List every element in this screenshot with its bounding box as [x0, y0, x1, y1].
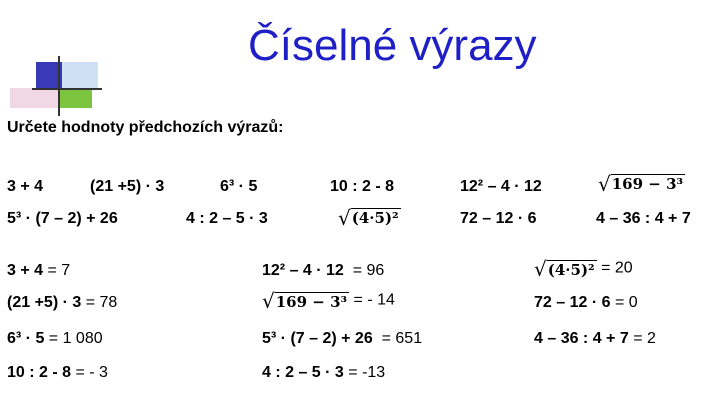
- task-sqrt-expression: √(4·5)²: [338, 205, 399, 230]
- answer-row: √(4·5)² = 20: [534, 257, 633, 281]
- task-expression: 4 – 36 : 4 + 7: [596, 210, 691, 227]
- decor-lightblue-square: [62, 62, 98, 88]
- task-expression: 12² – 4 · 12: [460, 178, 542, 195]
- task-expression: 6³ · 5: [220, 178, 258, 195]
- answer-row: 12² – 4 · 12 = 96: [262, 262, 385, 279]
- corner-decoration: [0, 0, 110, 120]
- answer-row: 10 : 2 - 8 = - 3: [7, 364, 108, 381]
- answer-row: √169 − 3³ = - 14: [262, 289, 395, 313]
- decor-horizontal-line: [32, 88, 102, 90]
- sqrt-icon: √: [262, 289, 275, 313]
- decor-pink-square: [10, 88, 58, 108]
- answer-row: 3 + 4 = 7: [7, 262, 71, 279]
- sqrt-icon: √: [598, 171, 611, 196]
- decor-vertical-line: [58, 56, 60, 116]
- answer-row: 72 – 12 · 6 = 0: [534, 294, 638, 311]
- task-expression: 5³ · (7 – 2) + 26: [7, 210, 118, 227]
- task-expression: 4 : 2 – 5 · 3: [186, 210, 268, 227]
- page-title: Číselné výrazy: [248, 21, 537, 70]
- task-sqrt-expression: √169 − 3³: [598, 171, 684, 196]
- sqrt-icon: √: [338, 205, 351, 230]
- task-expression: (21 +5) · 3: [90, 178, 165, 195]
- answer-row: (21 +5) · 3 = 78: [7, 294, 118, 311]
- task-expression: 72 – 12 · 6: [460, 210, 537, 227]
- task-expression: 3 + 4: [7, 178, 44, 195]
- task-expression: 10 : 2 - 8: [330, 178, 395, 195]
- answer-row: 4 – 36 : 4 + 7 = 2: [534, 330, 656, 347]
- instruction-text: Určete hodnoty předchozích výrazů:: [7, 119, 284, 136]
- decor-green-square: [58, 88, 92, 108]
- answer-row: 6³ · 5 = 1 080: [7, 330, 103, 347]
- answer-row: 4 : 2 – 5 · 3 = -13: [262, 364, 386, 381]
- sqrt-icon: √: [534, 257, 547, 281]
- answer-row: 5³ · (7 – 2) + 26 = 651: [262, 330, 423, 347]
